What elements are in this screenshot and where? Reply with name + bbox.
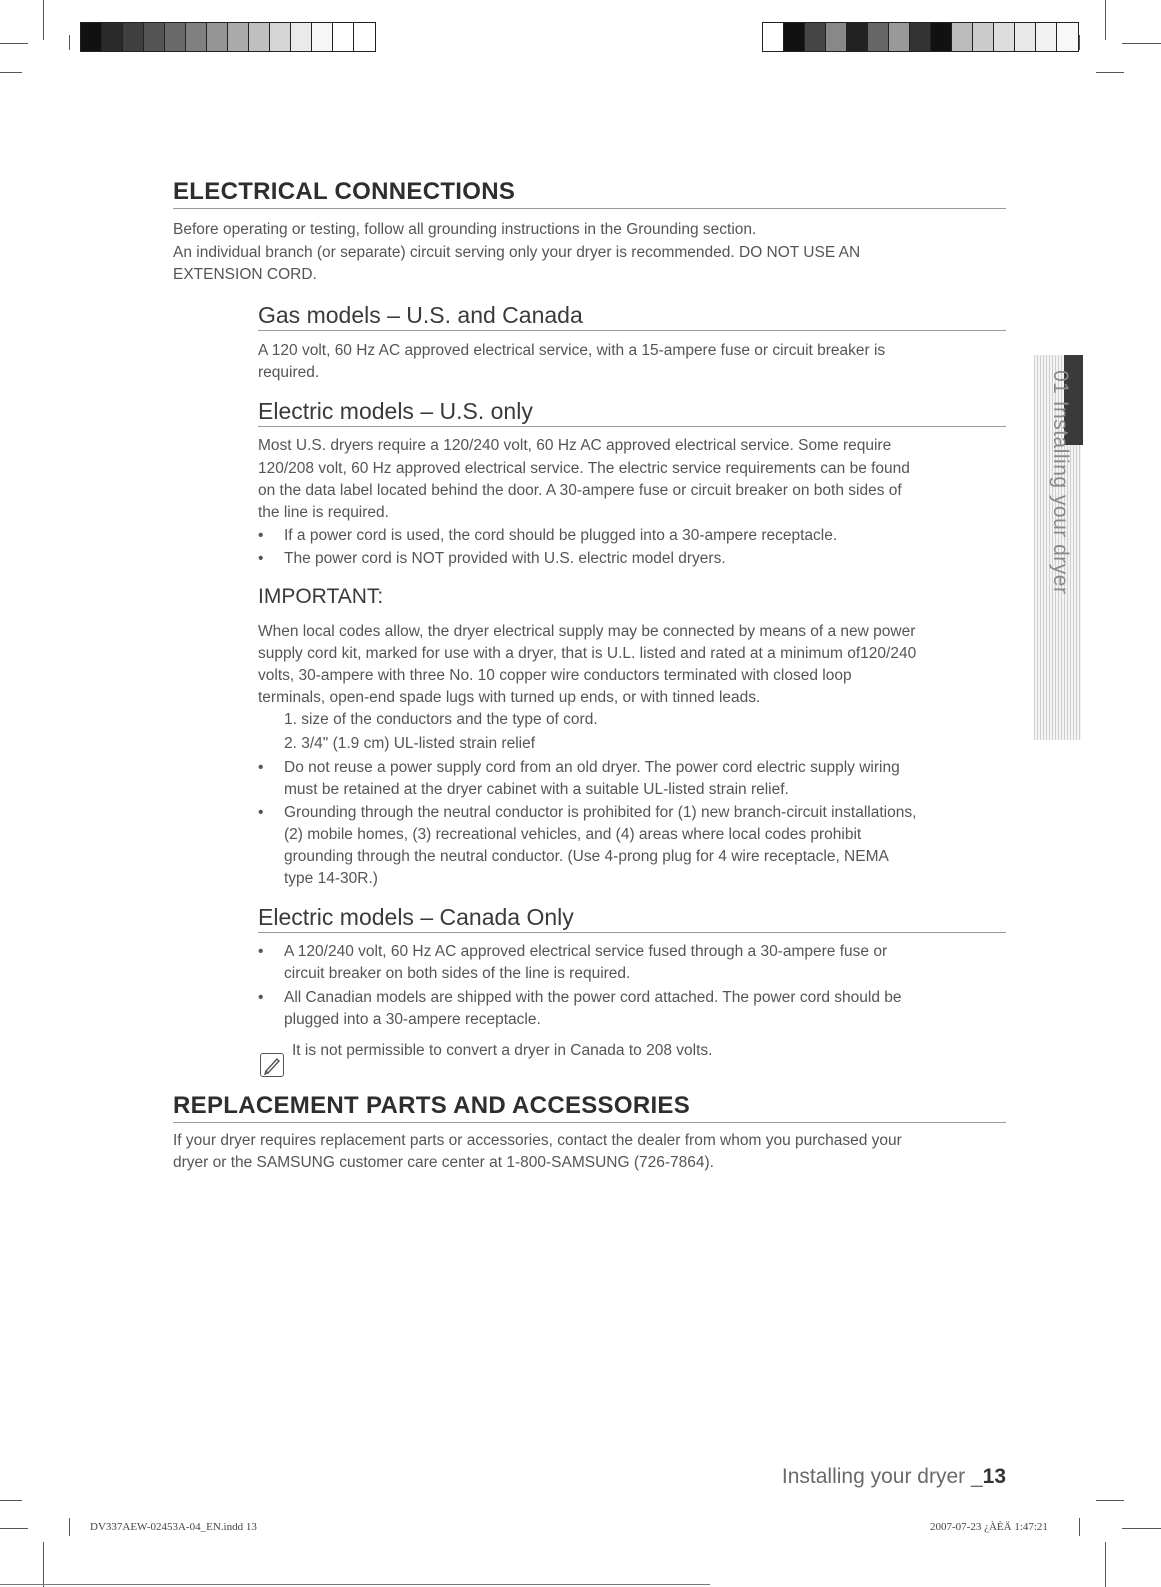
page-bottom-rule <box>0 1584 710 1585</box>
paragraph: supply cord kit, marked for use with a dryer, that is U.L. listed and rated at a minimum of120/240 <box>258 645 917 662</box>
color-bar-left <box>80 22 376 52</box>
footer-section-name: Installing your dryer _ <box>781 1465 983 1488</box>
crop-mark <box>1105 0 1106 40</box>
print-slug-left: DV337AEW-02453A-04_EN.indd 13 <box>90 1521 257 1533</box>
crop-mark <box>0 1528 28 1529</box>
list-item-continuation: plugged into a 30-ampere receptacle. <box>284 1011 541 1028</box>
paragraph: An individual branch (or separate) circuit serving only your dryer is recommended. DO NOT USE AN <box>173 244 861 261</box>
list-item-text: A 120/240 volt, 60 Hz AC approved electrical service fused through a 30-ampere fuse or <box>284 943 888 960</box>
list-item-text: All Canadian models are shipped with the power cord attached. The power cord should be <box>284 989 902 1006</box>
crop-mark <box>1105 1542 1106 1587</box>
crop-mark <box>69 35 70 50</box>
list-item-continuation: grounding through the neutral conductor. (Use 4-prong plug for 4 wire receptacle, NEMA <box>284 848 889 865</box>
crop-mark <box>1079 1518 1080 1536</box>
crop-mark <box>43 1542 44 1587</box>
color-bar-right <box>762 22 1079 52</box>
list-item-text: Do not reuse a power supply cord from an old dryer. The power cord electric supply wiring <box>284 759 900 776</box>
numbered-item: 1. size of the conductors and the type of cord. <box>284 711 598 728</box>
page-number: 13 <box>982 1465 1006 1488</box>
subsection-title-electric-us: Electric models – U.S. only <box>258 398 1006 427</box>
list-item: • A 120/240 volt, 60 Hz AC approved electrical service fused through a 30-ampere fuse or <box>258 943 888 960</box>
paragraph: A 120 volt, 60 Hz AC approved electrical service, with a 15-ampere fuse or circuit breaker is <box>258 342 886 359</box>
paragraph: on the data label located behind the door. A 30-ampere fuse or circuit breaker on both sides of <box>258 482 902 499</box>
numbered-item: 2. 3/4" (1.9 cm) UL-listed strain relief <box>284 735 536 752</box>
note-text: It is not permissible to convert a dryer in Canada to 208 volts. <box>292 1042 713 1059</box>
list-item-continuation: circuit breaker on both sides of the line is required. <box>284 965 631 982</box>
print-slug-right: 2007-07-23 ¿ÀÈÄ 1:47:21 <box>930 1521 1048 1533</box>
crop-mark <box>0 43 28 44</box>
list-item: • All Canadian models are shipped with the power cord attached. The power cord should be <box>258 989 902 1006</box>
paragraph: 120/208 volt, 60 Hz approved electrical service. The electric service requirements can be found <box>258 460 910 477</box>
crop-mark <box>43 0 44 40</box>
list-item-text: Grounding through the neutral conductor is prohibited for (1) new branch-circuit installations, <box>284 804 917 821</box>
paragraph: EXTENSION CORD. <box>173 266 317 283</box>
paragraph: volts, 30-ampere with three No. 10 copper wire conductors terminated with closed loop <box>258 667 852 684</box>
paragraph: required. <box>258 364 320 381</box>
list-item-continuation: type 14-30R.) <box>284 870 378 887</box>
list-item-continuation: (2) mobile homes, (3) recreational vehicles, and (4) areas where local codes prohibit <box>284 826 862 843</box>
subsection-title-electric-canada: Electric models – Canada Only <box>258 904 1006 933</box>
list-item: • If a power cord is used, the cord should be plugged into a 30-ampere receptacle. <box>258 527 838 544</box>
crop-mark <box>1122 1528 1161 1529</box>
paragraph: When local codes allow, the dryer electrical supply may be connected by means of a new power <box>258 623 916 640</box>
paragraph: the line is required. <box>258 504 389 521</box>
note-icon <box>260 1053 284 1077</box>
section-title-electrical-connections: ELECTRICAL CONNECTIONS <box>173 178 1006 209</box>
paragraph: Before operating or testing, follow all grounding instructions in the Grounding section. <box>173 221 757 238</box>
crop-mark <box>1096 72 1124 73</box>
list-item: • Grounding through the neutral conductor is prohibited for (1) new branch-circuit installations, <box>258 804 917 821</box>
footer-page-title <box>782 1465 1006 1489</box>
section-title-replacement-parts: REPLACEMENT PARTS AND ACCESSORIES <box>173 1092 1006 1123</box>
crop-mark <box>69 1518 70 1536</box>
paragraph: If your dryer requires replacement parts or accessories, contact the dealer from whom you purchased your <box>173 1132 902 1149</box>
crop-mark <box>1122 43 1161 44</box>
paragraph: dryer or the SAMSUNG customer care center at 1-800-SAMSUNG (726-7864). <box>173 1154 714 1171</box>
crop-mark <box>0 1500 22 1501</box>
crop-mark <box>0 72 22 73</box>
paragraph: terminals, open-end spade lugs with turned up ends, or with tinned leads. <box>258 689 761 706</box>
list-item-text: The power cord is NOT provided with U.S. electric model dryers. <box>284 550 726 567</box>
subsection-title-gas-models: Gas models – U.S. and Canada <box>258 302 1006 331</box>
list-item-text: If a power cord is used, the cord should be plugged into a 30-ampere receptacle. <box>284 527 838 544</box>
list-item: • The power cord is NOT provided with U.S. electric model dryers. <box>258 550 726 567</box>
paragraph: Most U.S. dryers require a 120/240 volt, 60 Hz AC approved electrical service. Some require <box>258 437 892 454</box>
list-item: • Do not reuse a power supply cord from an old dryer. The power cord electric supply wiring <box>258 759 900 776</box>
crop-mark <box>1079 35 1080 50</box>
chapter-side-tab-label: 01 Installing your dryer <box>1049 370 1072 595</box>
list-item-continuation: must be retained at the dryer cabinet with a suitable UL-listed strain relief. <box>284 781 789 798</box>
crop-mark <box>1096 1500 1124 1501</box>
important-heading: IMPORTANT: <box>258 585 384 608</box>
